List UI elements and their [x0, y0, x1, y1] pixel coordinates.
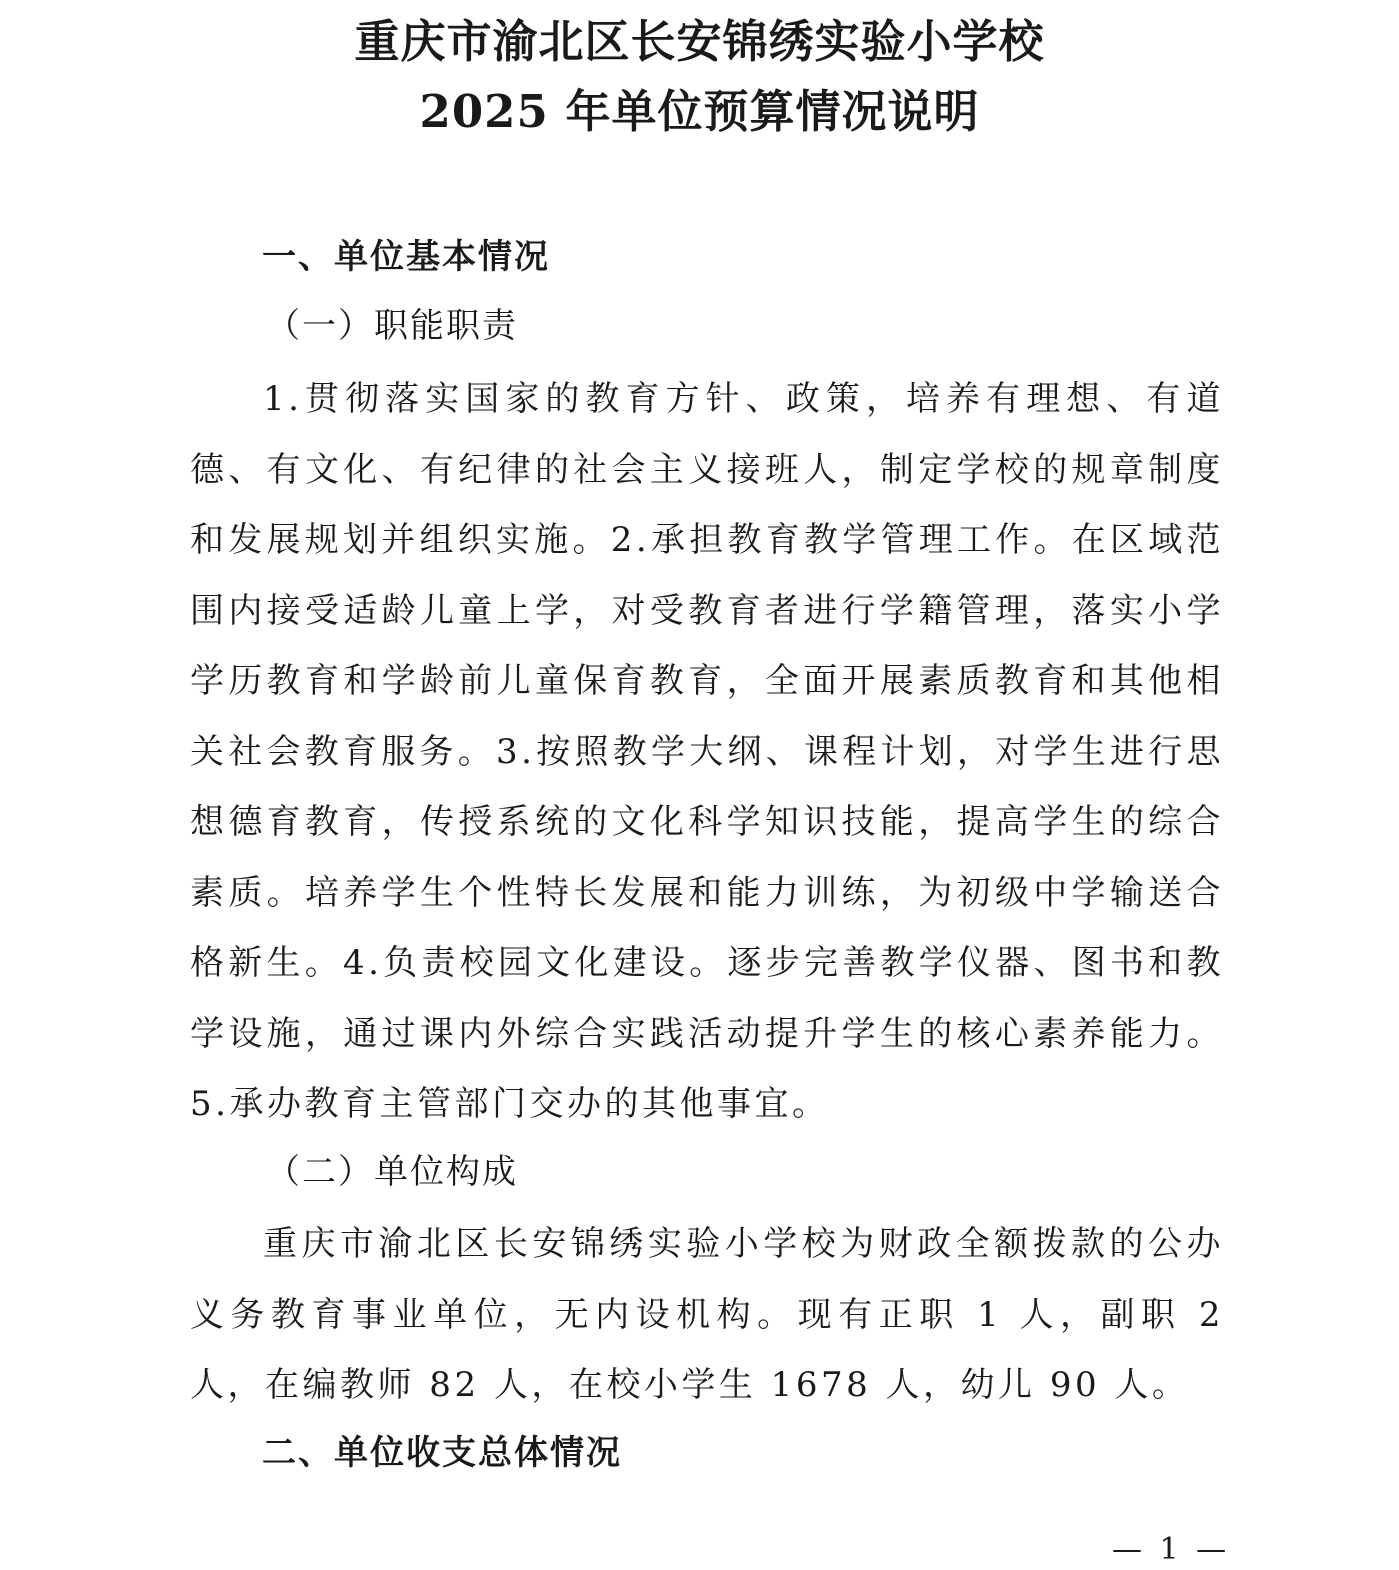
section-heading-budget-overview: 二、单位收支总体情况	[262, 1433, 622, 1473]
subsection-heading-composition: （二）单位构成	[266, 1152, 518, 1192]
subsection-heading-functions: （一）职能职责	[266, 306, 518, 346]
composition-paragraph: 重庆市渝北区长安锦绣实验小学校为财政全额拨款的公办义务教育事业单位，无内设机构。现有正职 1 人，副职 2 人，在编教师 82 人，在校小学生 1678 人，幼儿 90 人。	[190, 1224, 1224, 1405]
document-title-line1: 重庆市渝北区长安锦绣实验小学校	[354, 15, 1045, 68]
functions-paragraph: 1.贯彻落实国家的教育方针、政策，培养有理想、有道德、有文化、有纪律的社会主义接班人，制定学校的规章制度和发展规划并组织实施。2.承担教育教学管理工作。在区域范围内接受适龄儿童上学，对受教育者进行学籍管理，落实小学学历教育和学龄前儿童保育教育，全面开展素质教育和其他相关社会教育服务。3.按照教学大纲、课程计划，对学生进行思想德育教育，传授系统的文化科学知识技能，提高学生的综合素质。培养学生个性特长发展和能力训练，为初级中学输送合格新生。4.负责校园文化建设。逐步完善教学仪器、图书和教学设施，通过课内外综合实践活动提升学生的核心素养能力。5.承办教育主管部门交办的其他事宜。	[190, 379, 1224, 1124]
section-heading-basic-info: 一、单位基本情况	[262, 237, 550, 277]
page-number: — 1 —	[1112, 1532, 1231, 1567]
document-title-line2: 2025 年单位预算情况说明	[419, 85, 980, 138]
